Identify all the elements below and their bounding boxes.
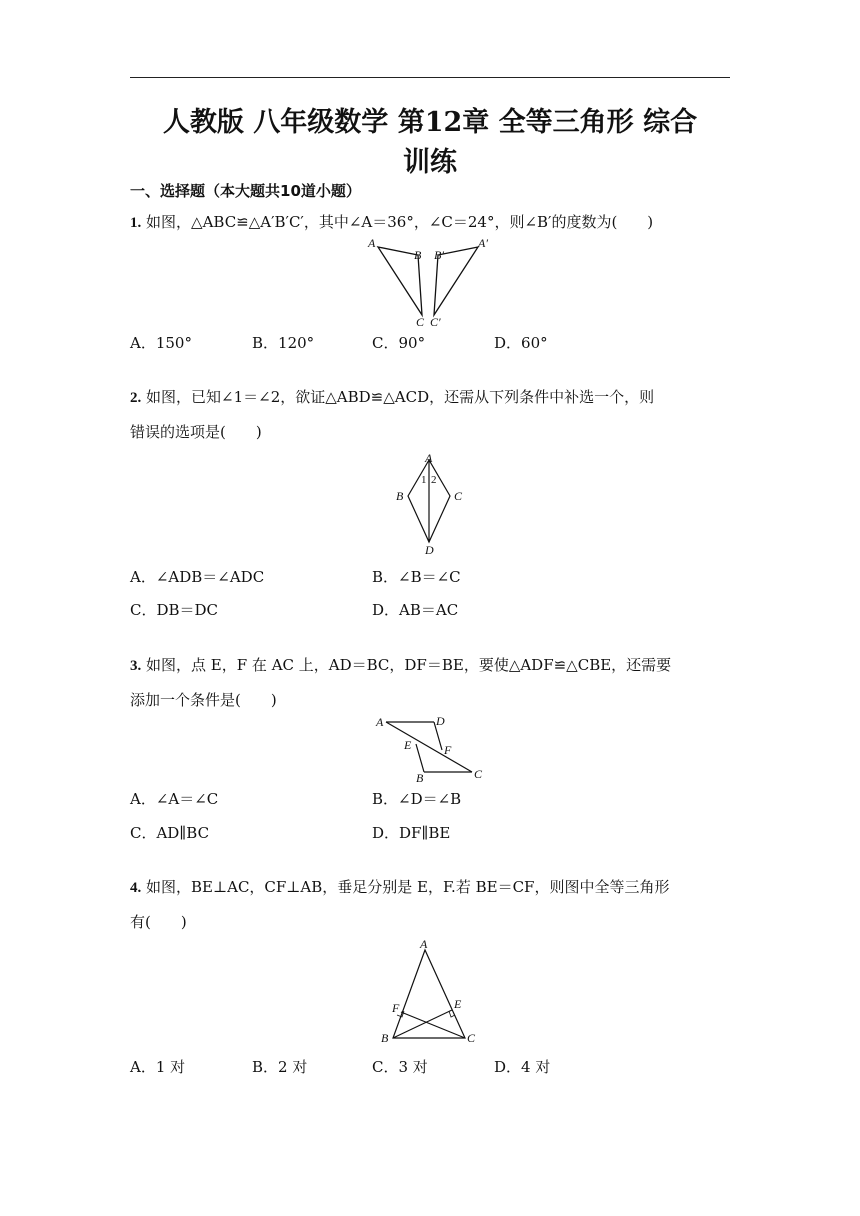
option-b[interactable]: B．2 对 [252,1058,308,1076]
option-a[interactable]: A．∠ADB＝∠ADC [130,568,265,586]
option-c[interactable]: C．3 对 [372,1058,428,1076]
figure-label: C [474,767,483,781]
question-number: 2. [130,390,142,406]
segment-be [416,744,424,772]
figure-q1-triangles [360,235,500,330]
question-number: 3. [130,658,142,674]
question-number: 4. [130,880,142,896]
figure-label: E [454,997,462,1011]
option-a[interactable]: A．1 对 [130,1058,186,1076]
header-rule [130,77,730,78]
figure-label: 1 [421,474,427,486]
option-d[interactable]: D．4 对 [494,1058,551,1076]
figure-label: D [436,714,445,728]
option-b[interactable]: B．∠B＝∠C [372,568,461,586]
question-4 [130,870,732,939]
figure-label: B [416,771,424,785]
option-c[interactable]: C．AD∥BC [130,824,210,842]
section-heading: 一、选择题（本大题共10道小题） [130,182,361,200]
question-text: 如图，点 E，F 在 AC 上，AD＝BC，DF＝BE，要使△ADF≌△CBE，还需要 [146,656,672,674]
option-d[interactable]: D．DF∥BE [372,824,451,842]
triangle-abc [393,950,465,1038]
question-text: 如图，已知∠1＝∠2，欲证△ABD≌△ACD，还需从下列条件中补选一个，则 [146,388,655,406]
question-text-continued: 添加一个条件是( ) [130,691,277,709]
figure-label: C [416,315,425,329]
option-a[interactable]: A．∠A＝∠C [130,790,219,808]
figure-label: A [425,451,433,465]
option-a[interactable]: A．150° [130,334,192,352]
figure-label: A [368,236,376,250]
question-2 [130,380,732,449]
question-text: 如图，△ABC≌△A′B′C′，其中∠A＝36°，∠C＝24°，则∠B′的度数为( ) [146,213,654,231]
figure-label: A [420,937,428,951]
question-text-continued: 错误的选项是( ) [130,423,262,441]
figure-q3-parallelogram [370,710,500,785]
figure-label: B [414,248,422,262]
page-title-continued: 训练 [403,147,457,178]
option-b[interactable]: B．∠D＝∠B [372,790,462,808]
question-text: 如图，BE⊥AC，CF⊥AB，垂足分别是 E，F.若 BE＝CF，则图中全等三角形 [146,878,670,896]
figure-label: E [404,738,412,752]
figure-label: 2 [431,474,437,486]
question-3 [130,648,732,717]
figure-label: C′ [430,315,441,329]
option-b[interactable]: B．120° [252,334,315,352]
figure-label: C [467,1031,476,1045]
figure-label: A [376,715,384,729]
figure-label: B [381,1031,389,1045]
figure-label: C [454,489,463,503]
segment-ac [386,722,472,772]
figure-label: F [444,743,452,757]
option-d[interactable]: D．AB＝AC [372,601,459,619]
option-d[interactable]: D．60° [494,334,548,352]
question-text-continued: 有( ) [130,913,187,931]
figure-q4-isosceles [375,938,485,1048]
figure-label: B [396,489,404,503]
figure-label: B′ [434,248,444,262]
figure-label: A′ [478,236,488,250]
option-c[interactable]: C．DB＝DC [130,601,219,619]
figure-label: D [425,543,434,557]
page-title: 人教版 八年级数学 第12章 全等三角形 综合 [162,107,698,138]
figure-label: F [392,1001,400,1015]
question-number: 1. [130,215,142,231]
option-c[interactable]: C．90° [372,334,426,352]
figure-q2-kite [388,450,478,560]
